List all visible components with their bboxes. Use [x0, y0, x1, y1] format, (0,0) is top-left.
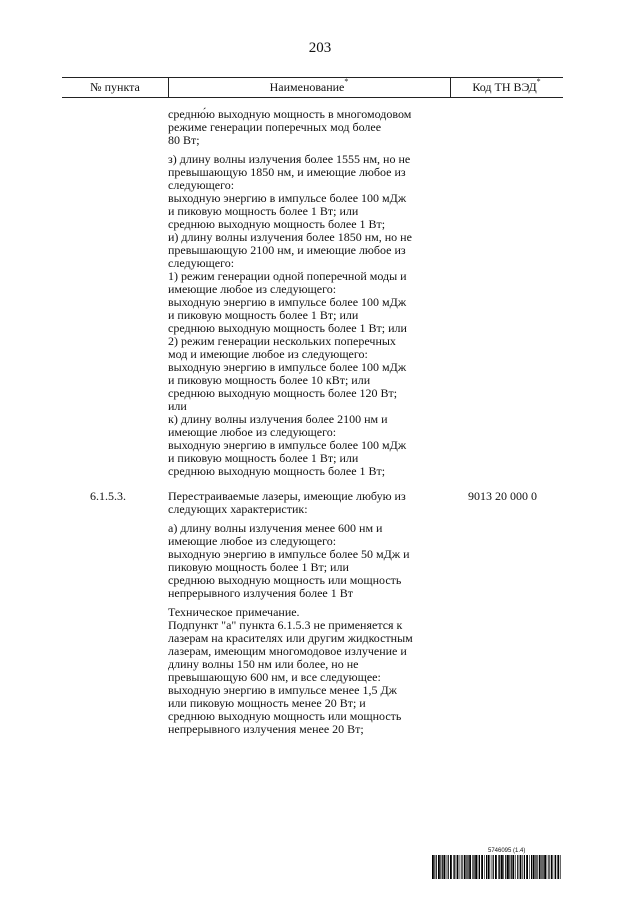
text-line: имеющие любое из следующего:: [168, 534, 337, 548]
text-line: и пиковую мощность более 1 Вт; или: [168, 308, 359, 322]
text-line: среднюю выходную мощность более 1 Вт;: [168, 464, 386, 478]
barcode-bar: [547, 855, 548, 879]
text-line: выходную энергию в импульсе менее 1,5 Дж: [168, 683, 397, 697]
text-line: лазерам на красителях или другим жидкостным: [168, 631, 413, 645]
barcode-bar: [539, 855, 541, 879]
barcode-bar: [473, 855, 474, 879]
barcode-bar: [526, 855, 528, 879]
text-line: выходную энергию в импульсе более 100 мДж: [168, 295, 407, 309]
barcode-bar: [442, 855, 443, 879]
text-line: или: [168, 399, 187, 413]
code-cell: 9013 20 000 0: [468, 489, 537, 503]
barcode-bar: [512, 855, 514, 879]
text-line: превышающую 1850 нм, и имеющие любое из: [168, 165, 406, 179]
barcode-bar: [495, 855, 497, 879]
text-line: к) длину волны излучения более 2100 нм и: [168, 412, 388, 426]
paragraph: [168, 153, 450, 478]
text-line: мод и имеющие любое из следующего:: [168, 347, 368, 361]
barcode-bar: [466, 855, 467, 879]
text-line: 2) режим генерации нескольких поперечных: [168, 334, 396, 348]
text-line: непрерывного излучения менее 20 Вт;: [168, 722, 364, 736]
barcode-bar: [434, 855, 435, 879]
barcode-bar: [472, 855, 473, 879]
text-line: режиме генерации поперечных мод более: [168, 120, 382, 134]
barcode-bar: [479, 855, 480, 879]
barcode-bar: [481, 855, 483, 879]
text-line: следующего:: [168, 256, 235, 270]
item-number-cell: [62, 108, 168, 484]
barcode-bar: [511, 855, 512, 879]
barcode-bar: [469, 855, 471, 879]
paragraph: [168, 108, 450, 147]
barcode-number: 5746095 (1.4): [488, 848, 526, 854]
text-line: Перестраиваемые лазеры, имеющие любую из: [168, 489, 406, 503]
text-line: следующих характеристик:: [168, 502, 308, 516]
barcode-bar: [488, 855, 490, 879]
text-line: Подпункт "а" пункта 6.1.5.3 не применяется к: [168, 618, 403, 632]
text-line: 80 Вт;: [168, 133, 200, 147]
barcode-bar: [557, 855, 559, 879]
text-line: непрерывного излучения более 1 Вт: [168, 586, 353, 600]
barcode-bar: [432, 855, 434, 879]
barcode-bar: [509, 855, 510, 879]
barcode-bar: [548, 855, 549, 879]
text-line: лазерам, имеющим многомодовое излучение и: [168, 644, 407, 658]
barcode-bar: [517, 855, 518, 879]
barcode-bar: [486, 855, 487, 879]
table-header-bottom-rule: [62, 97, 563, 98]
paragraph: [168, 522, 450, 600]
barcode-bar: [535, 855, 536, 879]
text-line: среднюю выходную мощность более 1 Вт; или: [168, 321, 407, 335]
barcode-bar: [498, 855, 499, 879]
table-row: [62, 490, 563, 742]
header-item-number: № пункта: [90, 80, 140, 94]
text-line: и) длину волны излучения более 1850 нм, но не: [168, 230, 412, 244]
text-line: среднюю выходную мощность или мощность: [168, 573, 402, 587]
barcode-bar: [520, 855, 522, 879]
paragraph: [168, 490, 450, 516]
barcode-bar: [531, 855, 532, 879]
barcode-bar: [448, 855, 449, 879]
text-line: а) длину волны излучения менее 600 нм и: [168, 521, 383, 535]
barcode-bar: [478, 855, 479, 879]
barcode-bar: [522, 855, 523, 879]
barcode-bar: [493, 855, 494, 879]
page-number: 203: [308, 40, 332, 56]
barcode-bar: [501, 855, 503, 879]
barcode-bar: [491, 855, 492, 879]
barcode-bar: [467, 855, 468, 879]
barcode-bar: [524, 855, 525, 879]
text-line: выходную энергию в импульсе более 100 мДж: [168, 360, 407, 374]
barcode-bar: [503, 855, 504, 879]
barcode-bar: [505, 855, 506, 879]
text-line: превышающую 2100 нм, и имеющие любое из: [168, 243, 406, 257]
table-row: [62, 108, 563, 484]
barcode-bar: [541, 855, 542, 879]
barcode-bar: [461, 855, 462, 879]
table-body: [62, 108, 563, 742]
text-line: и пиковую мощность более 10 кВт; или: [168, 373, 371, 387]
text-line: среднюю выходную мощность или мощность: [168, 709, 402, 723]
barcode-bar: [436, 855, 437, 879]
barcode-bar: [450, 855, 452, 879]
barcode-bar: [533, 855, 535, 879]
barcode-bar: [499, 855, 500, 879]
barcode-bar: [554, 855, 555, 879]
barcode-bar: [542, 855, 543, 879]
barcode-bar: [515, 855, 516, 879]
text-line: з) длину волны излучения более 1555 нм, но не: [168, 152, 411, 166]
barcode-bar: [507, 855, 509, 879]
barcode-image: [432, 855, 562, 879]
barcode-bar: [529, 855, 530, 879]
barcode-bar: [555, 855, 556, 879]
paragraph: [168, 606, 450, 736]
barcode-bar: [446, 855, 447, 879]
barcode-bar: [536, 855, 537, 879]
text-line: выходную энергию в импульсе более 100 мДж: [168, 191, 407, 205]
text-line: пиковую мощность более 1 Вт; или: [168, 560, 349, 574]
text-line: среднюю выходную мощность более 1 Вт;: [168, 217, 386, 231]
barcode-bar: [560, 855, 561, 879]
barcode-bar: [484, 855, 485, 879]
barcode-bar: [457, 855, 459, 879]
text-line: среднюю выходную мощность более 120 Вт;: [168, 386, 398, 400]
barcode-bar: [453, 855, 454, 879]
text-line: средню́ю выходную мощность в многомодовом: [168, 107, 412, 121]
description-cell: [168, 490, 450, 742]
text-line: 1) режим генерации одной поперечной моды и: [168, 269, 407, 283]
text-line: имеющие любое из следующего:: [168, 425, 337, 439]
text-line: выходную энергию в импульсе более 100 мДж: [168, 438, 407, 452]
barcode-bar: [443, 855, 445, 879]
barcode-bar: [454, 855, 455, 879]
barcode-bar: [464, 855, 466, 879]
text-line: и пиковую мощность более 1 Вт; или: [168, 451, 359, 465]
description-cell: [168, 108, 450, 484]
text-line: следующего:: [168, 178, 235, 192]
text-line: и пиковую мощность более 1 Вт; или: [168, 204, 359, 218]
code-cell: [450, 108, 563, 484]
text-line: выходную энергию в импульсе более 50 мДж и: [168, 547, 410, 561]
barcode-bar: [475, 855, 477, 879]
barcode-bar: [440, 855, 441, 879]
item-number-cell: 6.1.5.3.: [90, 489, 126, 503]
barcode-bar: [551, 855, 553, 879]
barcode-bar: [460, 855, 461, 879]
barcode-bar: [438, 855, 440, 879]
barcode-bar: [544, 855, 546, 879]
text-line: Техническое примечание.: [168, 605, 300, 619]
text-line: или пиковую мощность менее 20 Вт; и: [168, 696, 366, 710]
header-name: Наименование*: [269, 77, 349, 94]
header-code: Код ТН ВЭД*: [472, 77, 541, 94]
text-line: имеющие любое из следующего:: [168, 282, 337, 296]
text-line: длину волны 150 нм или более, но не: [168, 657, 359, 671]
text-line: превышающую 600 нм, и все следующее:: [168, 670, 381, 684]
